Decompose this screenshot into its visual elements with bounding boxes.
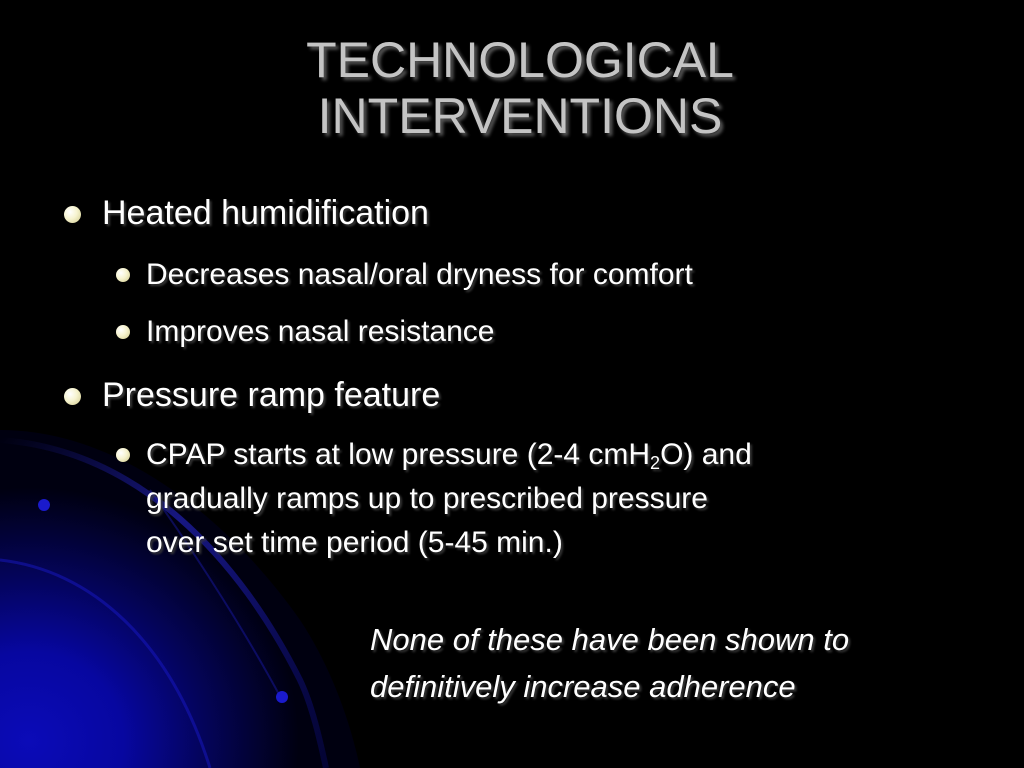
bullet-item-heated-humidification [102, 193, 429, 233]
bullet-dot-icon [64, 206, 81, 223]
bullet-dot-icon [116, 448, 130, 462]
bullet-text: Pressure ramp feature [102, 376, 441, 414]
bullet-item-pressure-ramp [102, 375, 440, 415]
title-line-1: TECHNOLOGICAL [306, 32, 734, 88]
bullet-dot-icon [116, 268, 130, 282]
bullet-text: Heated humidification [102, 194, 429, 232]
note-line-2: definitively increase adherence [370, 669, 796, 704]
subbullet-text-part1: CPAP starts at low pressure (2-4 cmH [146, 438, 651, 471]
bullet-dot-icon [116, 325, 130, 339]
subbullet-item-dryness [146, 253, 693, 297]
subbullet-text: Decreases nasal/oral dryness for comfort [146, 258, 693, 291]
adherence-note [370, 616, 1010, 710]
title-line-2: INTERVENTIONS [317, 88, 723, 144]
subbullet-item-cpap-ramp [146, 433, 1006, 565]
subbullet-line-1 [146, 433, 1006, 477]
subscript-2: 2 [650, 453, 661, 473]
bullet-dot-icon [64, 388, 81, 405]
subbullet-line-2: gradually ramps up to prescribed pressure [146, 482, 708, 515]
subbullet-text: Improves nasal resistance [146, 315, 495, 348]
subbullet-text-part2: O) and [660, 438, 752, 471]
note-line-1: None of these have been shown to [370, 622, 850, 657]
subbullet-line-3: over set time period (5-45 min.) [146, 526, 563, 559]
subbullet-item-resistance [146, 310, 495, 354]
